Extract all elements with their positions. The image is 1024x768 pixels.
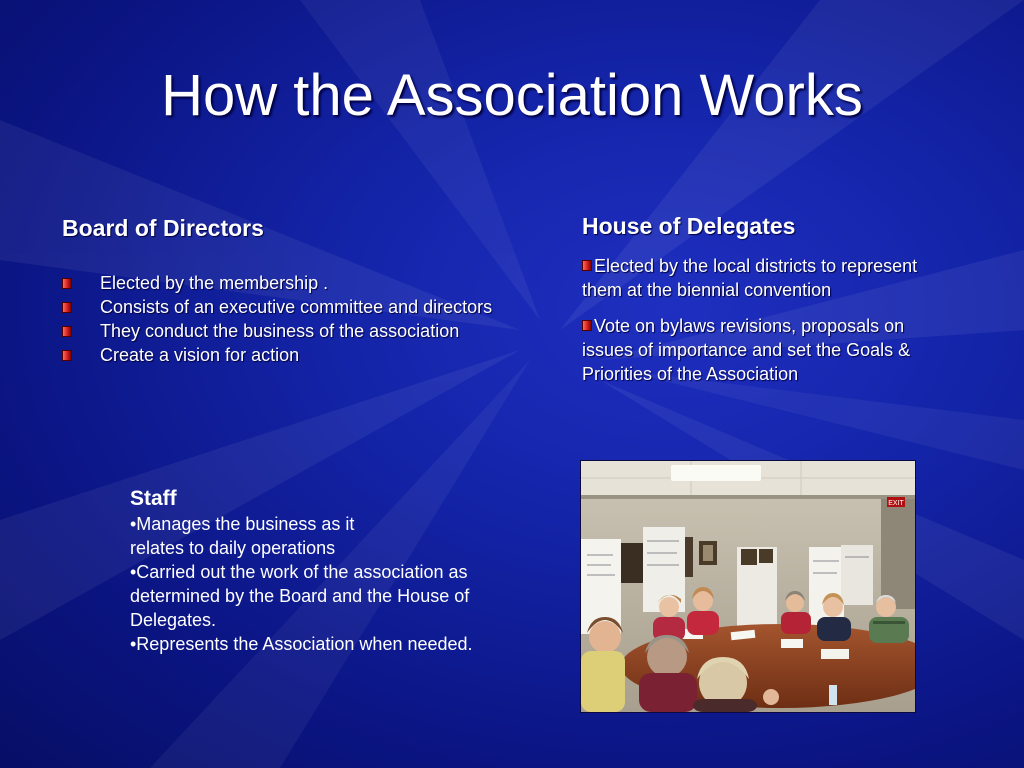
list-item: Elected by the local districts to represent them at the biennial convention [582,256,918,300]
house-heading: House of Delegates [582,213,796,239]
square-bullet-icon [62,326,72,337]
square-bullet-icon [62,302,72,313]
meeting-photo [580,460,916,713]
list-item: Vote on bylaws revisions, proposals on issues of importance and set the Goals & Priorities of the Association [582,316,911,384]
square-bullet-icon [582,320,592,331]
staff-line: •Represents the Association when needed. [130,634,473,654]
staff-heading: Staff [130,487,177,510]
house-list [582,254,922,398]
slide-title: How the Association Works [161,63,863,128]
svg-text:EXIT: EXIT [888,500,904,507]
list-item: Create a vision for action [62,346,502,365]
meeting-photo-illustration [581,461,915,712]
staff-section [130,486,530,656]
square-bullet-icon [582,260,592,271]
staff-line: •Manages the business as it [130,514,355,534]
square-bullet-icon [62,278,72,289]
board-heading: Board of Directors [62,215,264,241]
list-item: Elected by the membership . [62,274,502,293]
list-item: Consists of an executive committee and directors [62,298,502,317]
staff-line: •Carried out the work of the association as determined by the Board and the House of Delegates. [130,562,470,630]
board-list [62,274,502,370]
list-item: They conduct the business of the association [62,322,502,341]
staff-line: relates to daily operations [130,538,336,558]
square-bullet-icon [62,350,72,361]
